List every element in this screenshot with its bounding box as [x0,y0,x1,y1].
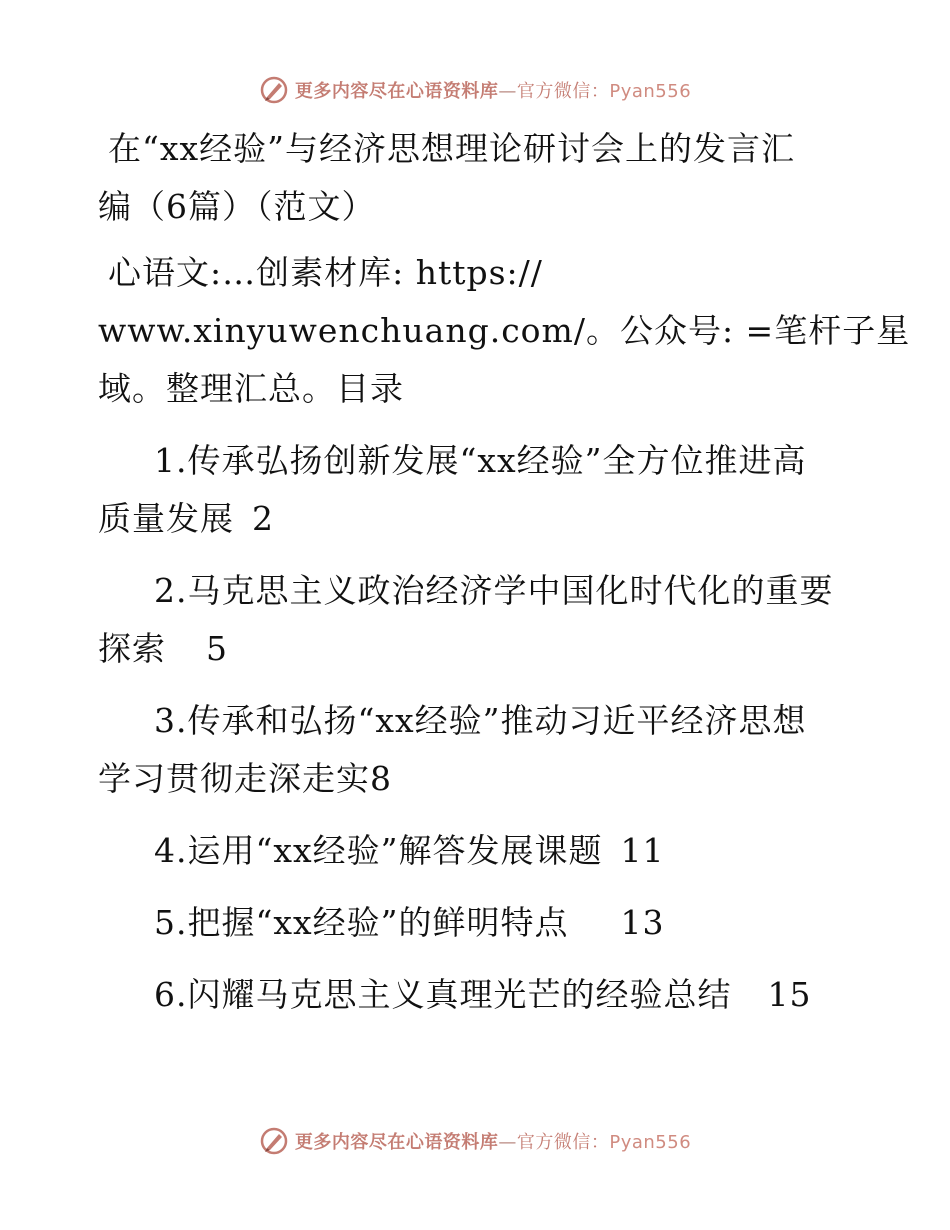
banner-wechat-label: 官方微信： [516,81,610,102]
banner-wechat-id: Pyan556 [609,81,692,102]
toc-item-title: 6.闪耀马克思主义真理光芒的经验总结 [154,975,732,1014]
title-line-1: 在“xx经验”与经济思想理论研讨会上的发言汇 [108,129,795,168]
toc-item [98,692,858,808]
banner-prefix: 更多内容尽在心语资料库 [294,1132,499,1153]
header-banner [0,70,950,110]
footer-banner [0,1121,950,1161]
banner-text [295,77,691,103]
title-line-2: 编（6篇）（范文） [98,187,376,226]
toc-item [98,894,858,952]
document-body [98,120,911,1024]
toc-item-row [98,822,858,880]
source-line-3: 域。整理汇总。目录 [98,369,404,408]
toc-page-number: 8 [370,759,392,798]
banner-prefix: 更多内容尽在心语资料库 [294,81,499,102]
source-line-1: 心语文:…创素材库: https:// [108,253,543,292]
document-title [98,120,858,236]
banner-separator: — [498,81,517,102]
banner-separator: — [498,1132,517,1153]
toc-item-row [98,894,858,952]
banner-text [295,1128,691,1154]
source-line-2: www.xinyuwenchuang.com/。公众号: =笔杆子星 [98,311,911,350]
toc-item-title-cont [98,490,858,548]
toc-item-title: 1.传承弘扬创新发展“xx经验”全方位推进高 [154,441,807,480]
banner-wechat-id: Pyan556 [609,1132,692,1153]
toc-item-row [98,966,858,1024]
toc-item-title: 5.把握“xx经验”的鲜明特点 [154,903,569,942]
table-of-contents [98,432,858,1024]
toc-item-title: 3.传承和弘扬“xx经验”推动习近平经济思想 [154,701,807,740]
source-info [98,244,911,418]
toc-page-number: 13 [620,903,665,942]
toc-item [98,966,858,1024]
toc-item-title-tail: 探索 [98,629,166,668]
banner-wechat-label: 官方微信： [516,1132,610,1153]
pen-logo-icon [259,75,289,105]
toc-page-number: 2 [252,499,274,538]
toc-page-number: 15 [767,975,812,1014]
toc-item [98,562,858,678]
toc-item-title: 4.运用“xx经验”解答发展课题 [154,831,603,870]
toc-item-title: 2.马克思主义政治经济学中国化时代化的重要 [154,571,834,610]
toc-page-number: 11 [620,831,665,870]
toc-page-number: 5 [206,629,228,668]
toc-item-title-tail: 学习贯彻走深走实 [98,759,370,798]
toc-item-title-tail: 质量发展 [98,499,234,538]
toc-item [98,432,858,548]
pen-logo-icon [259,1126,289,1156]
toc-item-title-cont [98,750,858,808]
toc-item-title-cont [98,620,858,678]
toc-item [98,822,858,880]
